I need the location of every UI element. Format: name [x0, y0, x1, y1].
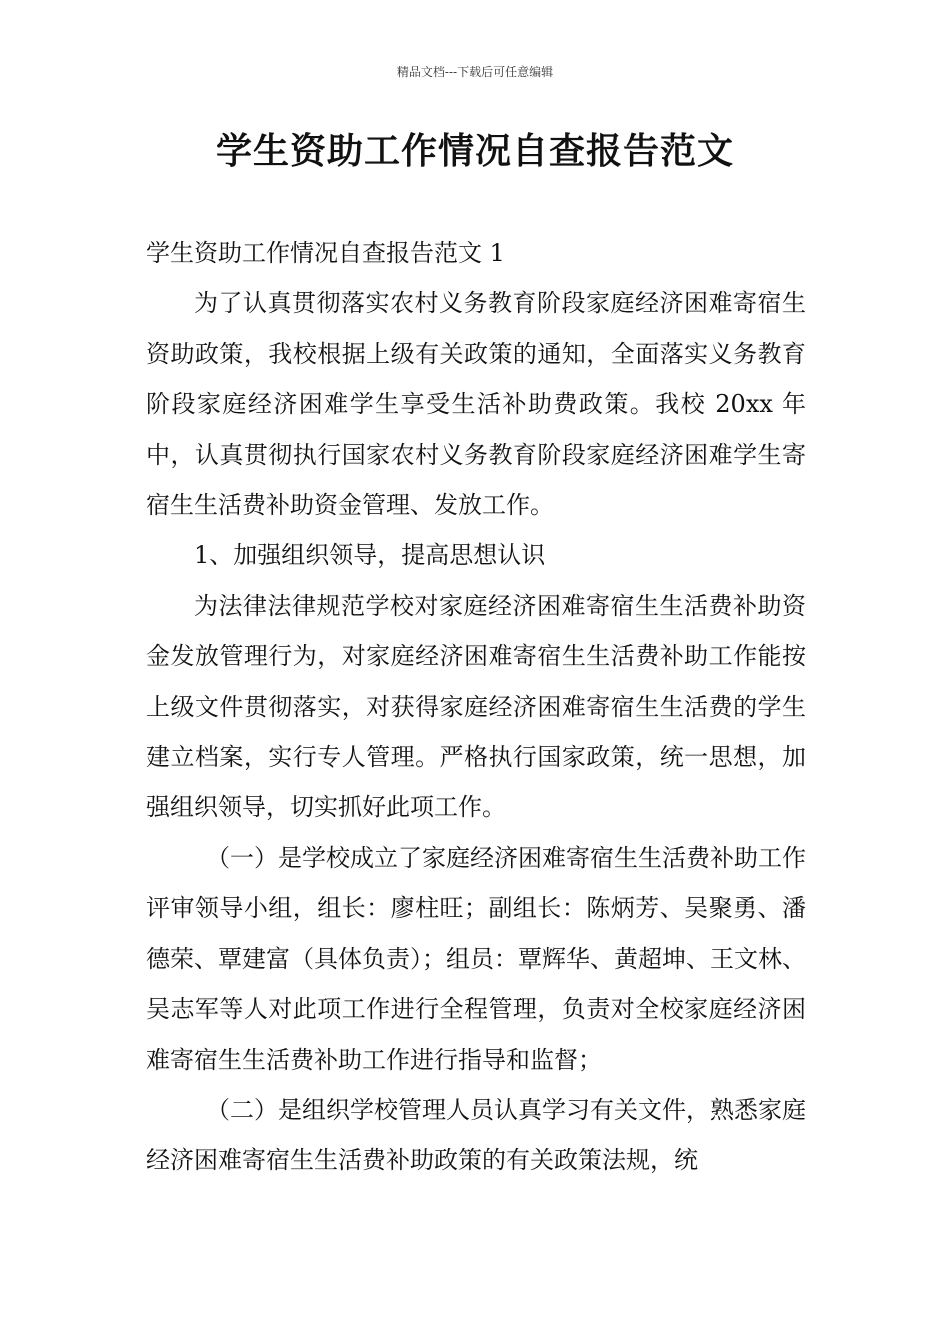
- document-body: [146, 228, 806, 1186]
- document-title: 学生资助工作情况自查报告范文: [215, 131, 734, 172]
- paragraph-intro: 为了认真贯彻落实农村义务教育阶段家庭经济困难寄宿生资助政策，我校根据上级有关政策的通知，全面落实义务教育阶段家庭经济困难学生享受生活补助费政策。我校 20xx 年中，认真贯彻执行国家农村义务教育阶段家庭经济困难学生寄宿生生活费补助资金管理、发放工作。: [146, 289, 806, 520]
- paragraph-item-2: （二）是组织学校管理人员认真学习有关文件，熟悉家庭经济困难寄宿生生活费补助政策的有关政策法规，统: [146, 1095, 806, 1175]
- section-heading: 学生资助工作情况自查报告范文 1: [146, 239, 505, 267]
- header-note: 精品文档---下载后可任意编辑: [396, 65, 554, 79]
- subheading-organization: 1、加强组织领导，提高思想认识: [194, 541, 546, 570]
- paragraph-item-1: （一）是学校成立了家庭经济困难寄宿生生活费补助工作评审领导小组，组长：廖柱旺；副组长：陈炳芳、吴聚勇、潘德荣、覃建富（具体负责）；组员：覃辉华、黄超坤、王文林、吴志军等人对此项工作进行全程管理，负责对全校家庭经济困难寄宿生生活费补助工作进行指导和监督；: [146, 843, 806, 1074]
- paragraph-organization: 为法律法律规范学校对家庭经济困难寄宿生生活费补助资金发放管理行为，对家庭经济困难寄宿生生活费补助工作能按上级文件贯彻落实，对获得家庭经济困难寄宿生生活费的学生建立档案，实行专人管理。严格执行国家政策，统一思想，加强组织领导，切实抓好此项工作。: [146, 591, 806, 822]
